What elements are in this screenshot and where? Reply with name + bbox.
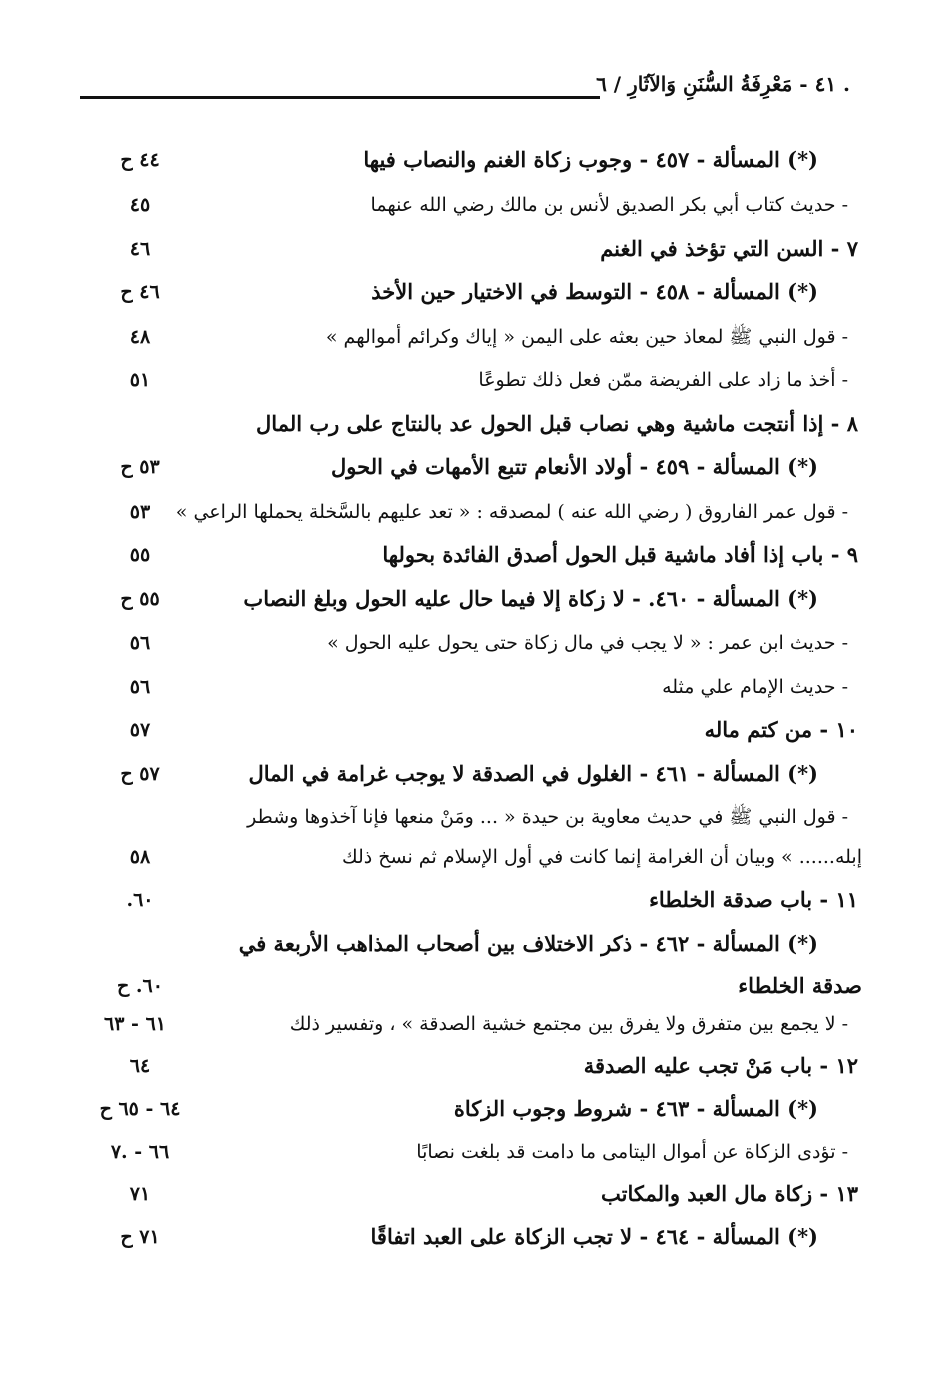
toc-entry bbox=[95, 1087, 848, 1131]
entry-page: ٦١ - ٦٣ bbox=[104, 1013, 166, 1035]
entry-page: ٦٠. bbox=[126, 889, 154, 911]
entry-text: ٩ - باب إذا أفاد ماشية قبل الحول أصدق الفائدة بحولها bbox=[382, 542, 858, 567]
toc-entry bbox=[95, 358, 848, 402]
entry-page: ٥٥ bbox=[129, 544, 151, 566]
entry-text: - حديث ابن عمر : « لا يجب في مال زكاة حتى يحول عليه الحول » bbox=[327, 632, 848, 654]
entry-page: ٥٣ bbox=[129, 501, 151, 523]
entry-text-line1: - قول النبي ﷺ في حديث معاوية بن حيدة « ... ومَنْ منعها فإنا آخذوها وشطر bbox=[247, 806, 848, 828]
entry-text: ١٠ - من كتم ماله bbox=[704, 717, 858, 742]
toc-entry bbox=[95, 270, 848, 314]
entry-page: ٦٠. ح bbox=[117, 975, 163, 997]
entry-text: ١٣ - زكاة مال العبد والمكاتب bbox=[601, 1181, 858, 1206]
toc-entry bbox=[95, 878, 858, 922]
entry-page: ٤٦ bbox=[129, 238, 151, 260]
entry-page: ٤٥ bbox=[129, 194, 151, 216]
entry-page: ٥٥ ح bbox=[120, 588, 160, 610]
entry-text: ٧ - السن التي تؤخذ في الغنم bbox=[600, 236, 858, 261]
entry-text: ١٢ - باب مَنْ تجب عليه الصدقة bbox=[583, 1053, 858, 1078]
entry-text: (*) المسألة - ٤٦٣ - شروط وجوب الزكاة bbox=[453, 1096, 818, 1121]
entry-page: ٥٣ ح bbox=[120, 456, 160, 478]
toc-entry bbox=[95, 665, 848, 709]
entry-text: (*) المسألة - ٤٦٠. - لا زكاة إلا فيما حال عليه الحول وبلغ النصاب bbox=[243, 586, 818, 611]
entry-page: ٧١ bbox=[129, 1183, 151, 1205]
entry-page: ٥٦ bbox=[129, 632, 151, 654]
toc-entry bbox=[95, 708, 858, 752]
toc-entry bbox=[95, 577, 848, 621]
entry-text: - لا يجمع بين متفرق ولا يفرق بين مجتمع خشية الصدقة » ، وتفسير ذلك bbox=[289, 1013, 848, 1035]
entry-page: ٤٦ ح bbox=[120, 281, 160, 303]
entry-text: (*) المسألة - ٤٥٩ - أولاد الأنعام تتبع الأمهات في الحول bbox=[331, 454, 818, 479]
toc-entry bbox=[95, 183, 848, 227]
toc-entry bbox=[95, 1172, 858, 1216]
toc-entry bbox=[95, 1215, 848, 1259]
entry-text: ١١ - باب صدقة الخلطاء bbox=[649, 887, 858, 912]
entry-page: ٥٧ bbox=[129, 719, 151, 741]
header-rule bbox=[80, 96, 600, 99]
running-title: . ٤١ - مَعْرِفَةُ السُّنَنِ وَالآثَارِ / ٦ bbox=[596, 72, 850, 96]
toc-entry bbox=[95, 315, 848, 359]
entry-text-line2: إبله...... » وبيان أن الغرامة إنما كانت في أول الإسلام ثم نسخ ذلك bbox=[341, 846, 862, 868]
entry-text: (*) المسألة - ٤٥٨ - التوسط في الاختيار حين الأخذ bbox=[371, 279, 818, 304]
entry-page: ٦٦ - .٧ bbox=[110, 1141, 170, 1163]
entry-page: ٥٧ ح bbox=[120, 763, 160, 785]
entry-page: ٤٤ ح bbox=[120, 149, 160, 171]
entry-page: ٤٨ bbox=[129, 326, 151, 348]
page-header bbox=[80, 62, 850, 102]
entry-page: ٥١ bbox=[129, 369, 151, 391]
entry-text: - تؤدى الزكاة عن أموال اليتامى ما دامت قد بلغت نصابًا bbox=[416, 1141, 848, 1163]
entry-page: ٦٤ - ٦٥ ح bbox=[99, 1098, 181, 1120]
toc-entry-wrapped bbox=[95, 795, 862, 879]
entry-text: - قول النبي ﷺ لمعاذ حين بعثه على اليمن « إياك وكرائم أموالهم » bbox=[325, 326, 848, 348]
entry-text-line2: صدقة الخلطاء bbox=[738, 973, 862, 998]
entry-text: - أخذ ما زاد على الفريضة ممّن فعل ذلك تطوعًا bbox=[478, 369, 848, 391]
entry-text: - حديث كتاب أبي بكر الصديق لأنس بن مالك رضي الله عنهما bbox=[370, 194, 848, 216]
entry-text: (*) المسألة - ٤٦٤ - لا تجب الزكاة على العبد اتفاقًا bbox=[370, 1224, 818, 1249]
toc-entry bbox=[95, 402, 858, 446]
entry-text: - حديث الإمام علي مثله bbox=[662, 676, 848, 698]
toc-entry-wrapped bbox=[95, 922, 862, 1006]
entry-text-line1: (*) المسألة - ٤٦٢ - ذكر الاختلاف بين أصحاب المذاهب الأربعة في bbox=[238, 931, 818, 956]
entry-page: ٦٤ bbox=[129, 1055, 151, 1077]
toc-entry bbox=[95, 138, 848, 182]
toc-entry bbox=[95, 621, 848, 665]
entry-page: ٥٦ bbox=[129, 676, 151, 698]
toc-entry bbox=[95, 752, 848, 796]
toc-entry bbox=[95, 1002, 848, 1046]
entry-text: (*) المسألة - ٤٥٧ - وجوب زكاة الغنم والنصاب فيها bbox=[363, 147, 818, 172]
toc-entry bbox=[95, 490, 848, 534]
toc-entry bbox=[95, 227, 858, 271]
toc-entry bbox=[95, 533, 858, 577]
toc-entry bbox=[95, 1130, 848, 1174]
entry-page: ٥٨ bbox=[129, 846, 151, 868]
entry-text: ٨ - إذا أنتجت ماشية وهي نصاب قبل الحول عد بالنتاج على رب المال bbox=[256, 411, 858, 436]
toc-entry bbox=[95, 1044, 858, 1088]
entry-page: ٧١ ح bbox=[120, 1226, 160, 1248]
entry-text: (*) المسألة - ٤٦١ - الغلول في الصدقة لا يوجب غرامة في المال bbox=[248, 761, 818, 786]
entry-text: - قول عمر الفاروق ( رضي الله عنه ) لمصدقه : « تعد عليهم بالسَّخلة يحملها الراعي » bbox=[175, 501, 848, 523]
toc-entry bbox=[95, 445, 848, 489]
